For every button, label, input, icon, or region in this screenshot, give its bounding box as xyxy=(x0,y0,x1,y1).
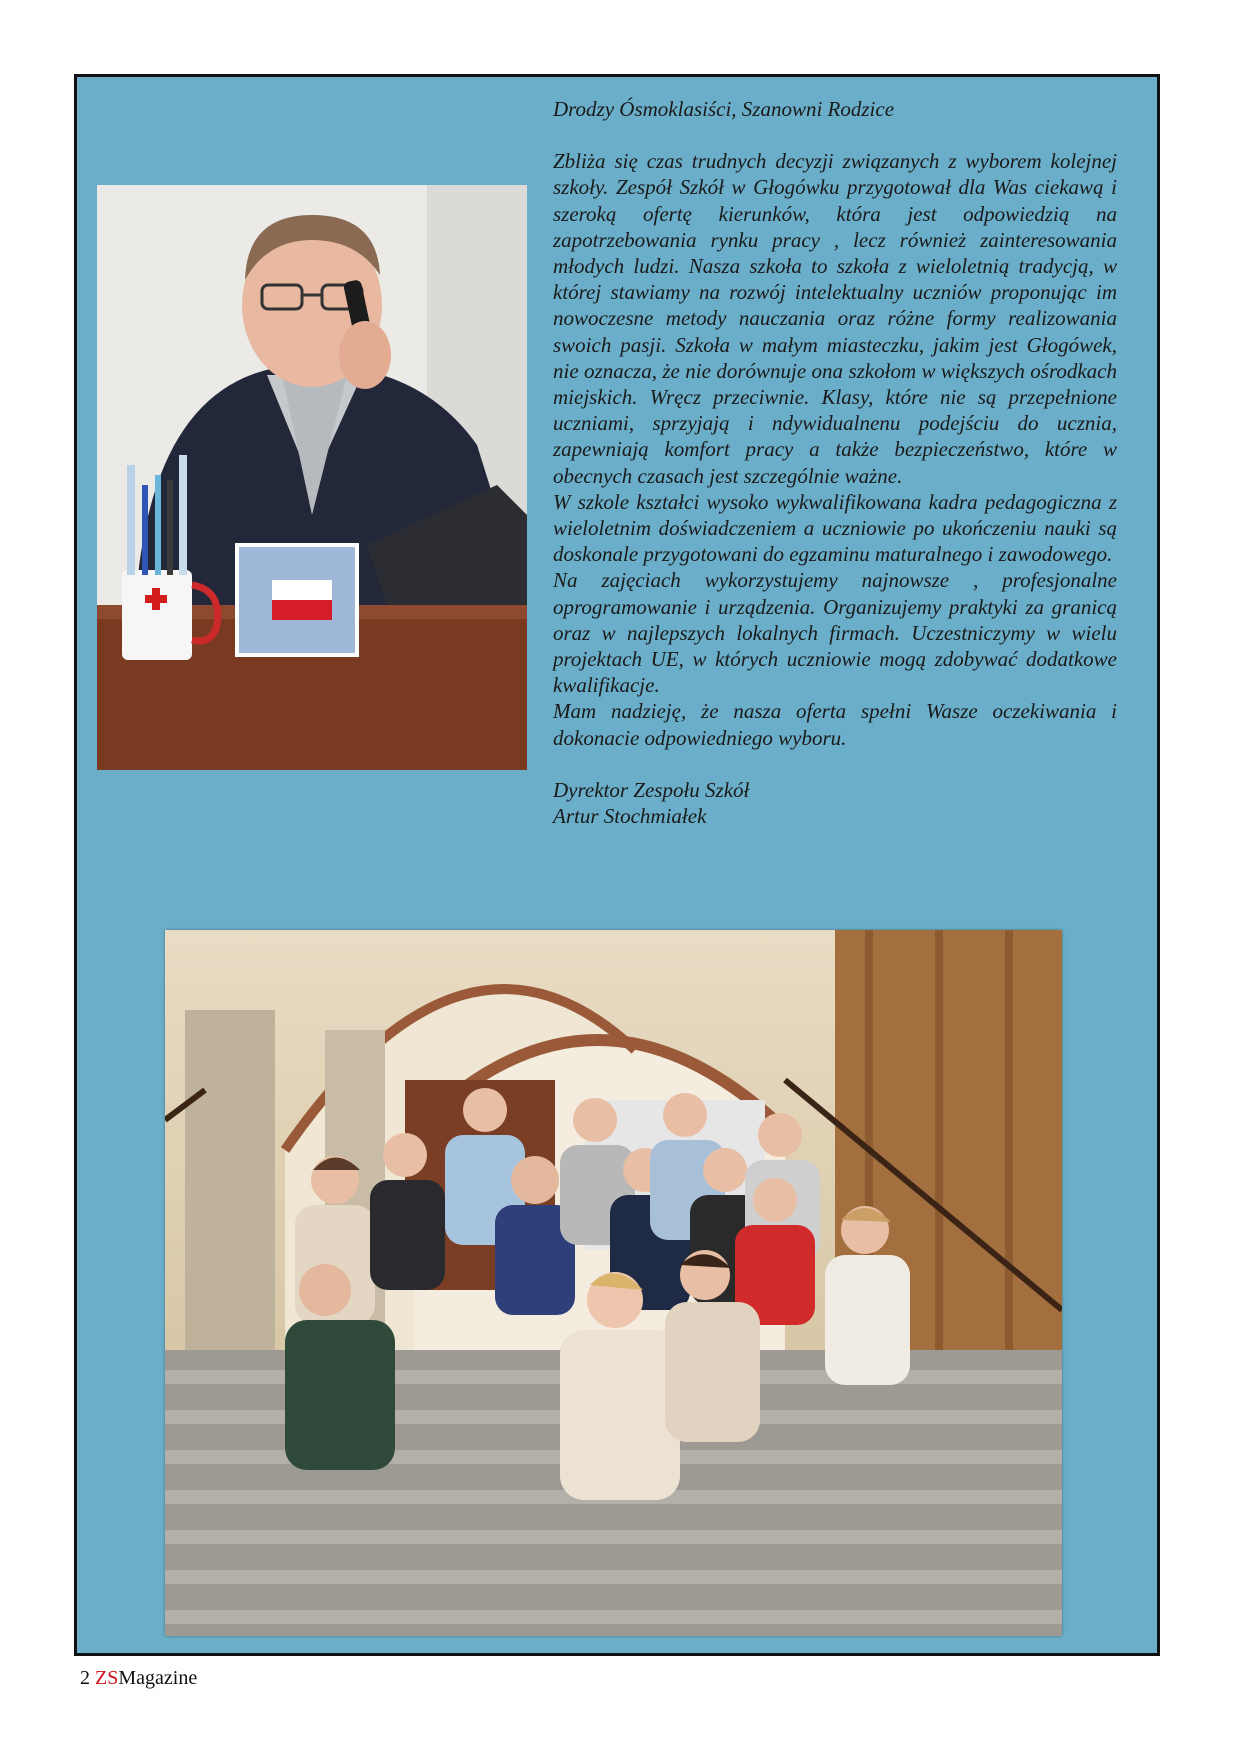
signature-name: Artur Stochmiałek xyxy=(553,804,707,829)
brand-suffix: Magazine xyxy=(118,1667,198,1689)
letter-signature xyxy=(553,777,1117,829)
letter-paragraph: Na zajęciach wykorzystujemy najnowsze , profesjonalne oprogramowanie i urządzenia. Organizujemy praktyki za granicą oraz w najlepszych lokalnych firmach. Uczestniczymy w wielu projektach UE, w których uczniowie mogą zdobywać dodatkowe kwalifikacje. xyxy=(553,568,1117,698)
brand-prefix: ZS xyxy=(95,1667,119,1689)
students-photo-illustration xyxy=(165,930,1062,1636)
page-footer xyxy=(80,1667,197,1690)
letter-body xyxy=(553,148,1117,751)
page-number: 2 xyxy=(80,1667,90,1689)
letter-greeting: Drodzy Ósmoklasiści, Szanowni Rodzice xyxy=(553,97,895,121)
director-photo xyxy=(97,185,527,770)
director-photo-illustration xyxy=(97,185,527,770)
letter-paragraph: W szkole kształci wysoko wykwalifikowana kadra pedagogiczna z wieloletnim doświadczeniem a uczniowie po ukończeniu nauki są doskonale przygotowani do egzaminu maturalnego i zawodowego. xyxy=(553,489,1117,567)
letter xyxy=(553,96,1117,829)
signature-title: Dyrektor Zespołu Szkół xyxy=(553,777,750,802)
students-group-photo xyxy=(165,930,1062,1636)
letter-paragraph: Zbliża się czas trudnych decyzji związanych z wyborem kolejnej szkoły. Zespół Szkół w Głogówku przygotował dla Was ciekawą i szeroką ofertę kierunków, która jest odpowiedzią na zapotrzebowania rynku pracy , lecz również zainteresowania młodych ludzi. Nasza szkoła to szkoła z wieloletnią tradycją, w której stawiamy na rozwój intelektualny uczniów proponując im nowoczesne metody nauczania oraz różne formy realizowania swoich pasji. Szkoła w małym miasteczku, jakim jest Głogówek, nie oznacza, że nie dorównuje ona szkołom w większych ośrodkach miejskich. Wręcz przeciwnie. Klasy, które nie są przepełnione uczniami, sprzyjają i ndywidualnenu podejściu do ucznia, zapewniają komfort pracy a także bezpieczeństwo, które w obecnych czasach jest szczególnie ważne. xyxy=(553,149,1117,488)
letter-paragraph: Mam nadzieję, że nasza oferta spełni Wasze oczekiwania i dokonacie odpowiedniego wyboru. xyxy=(553,699,1117,750)
